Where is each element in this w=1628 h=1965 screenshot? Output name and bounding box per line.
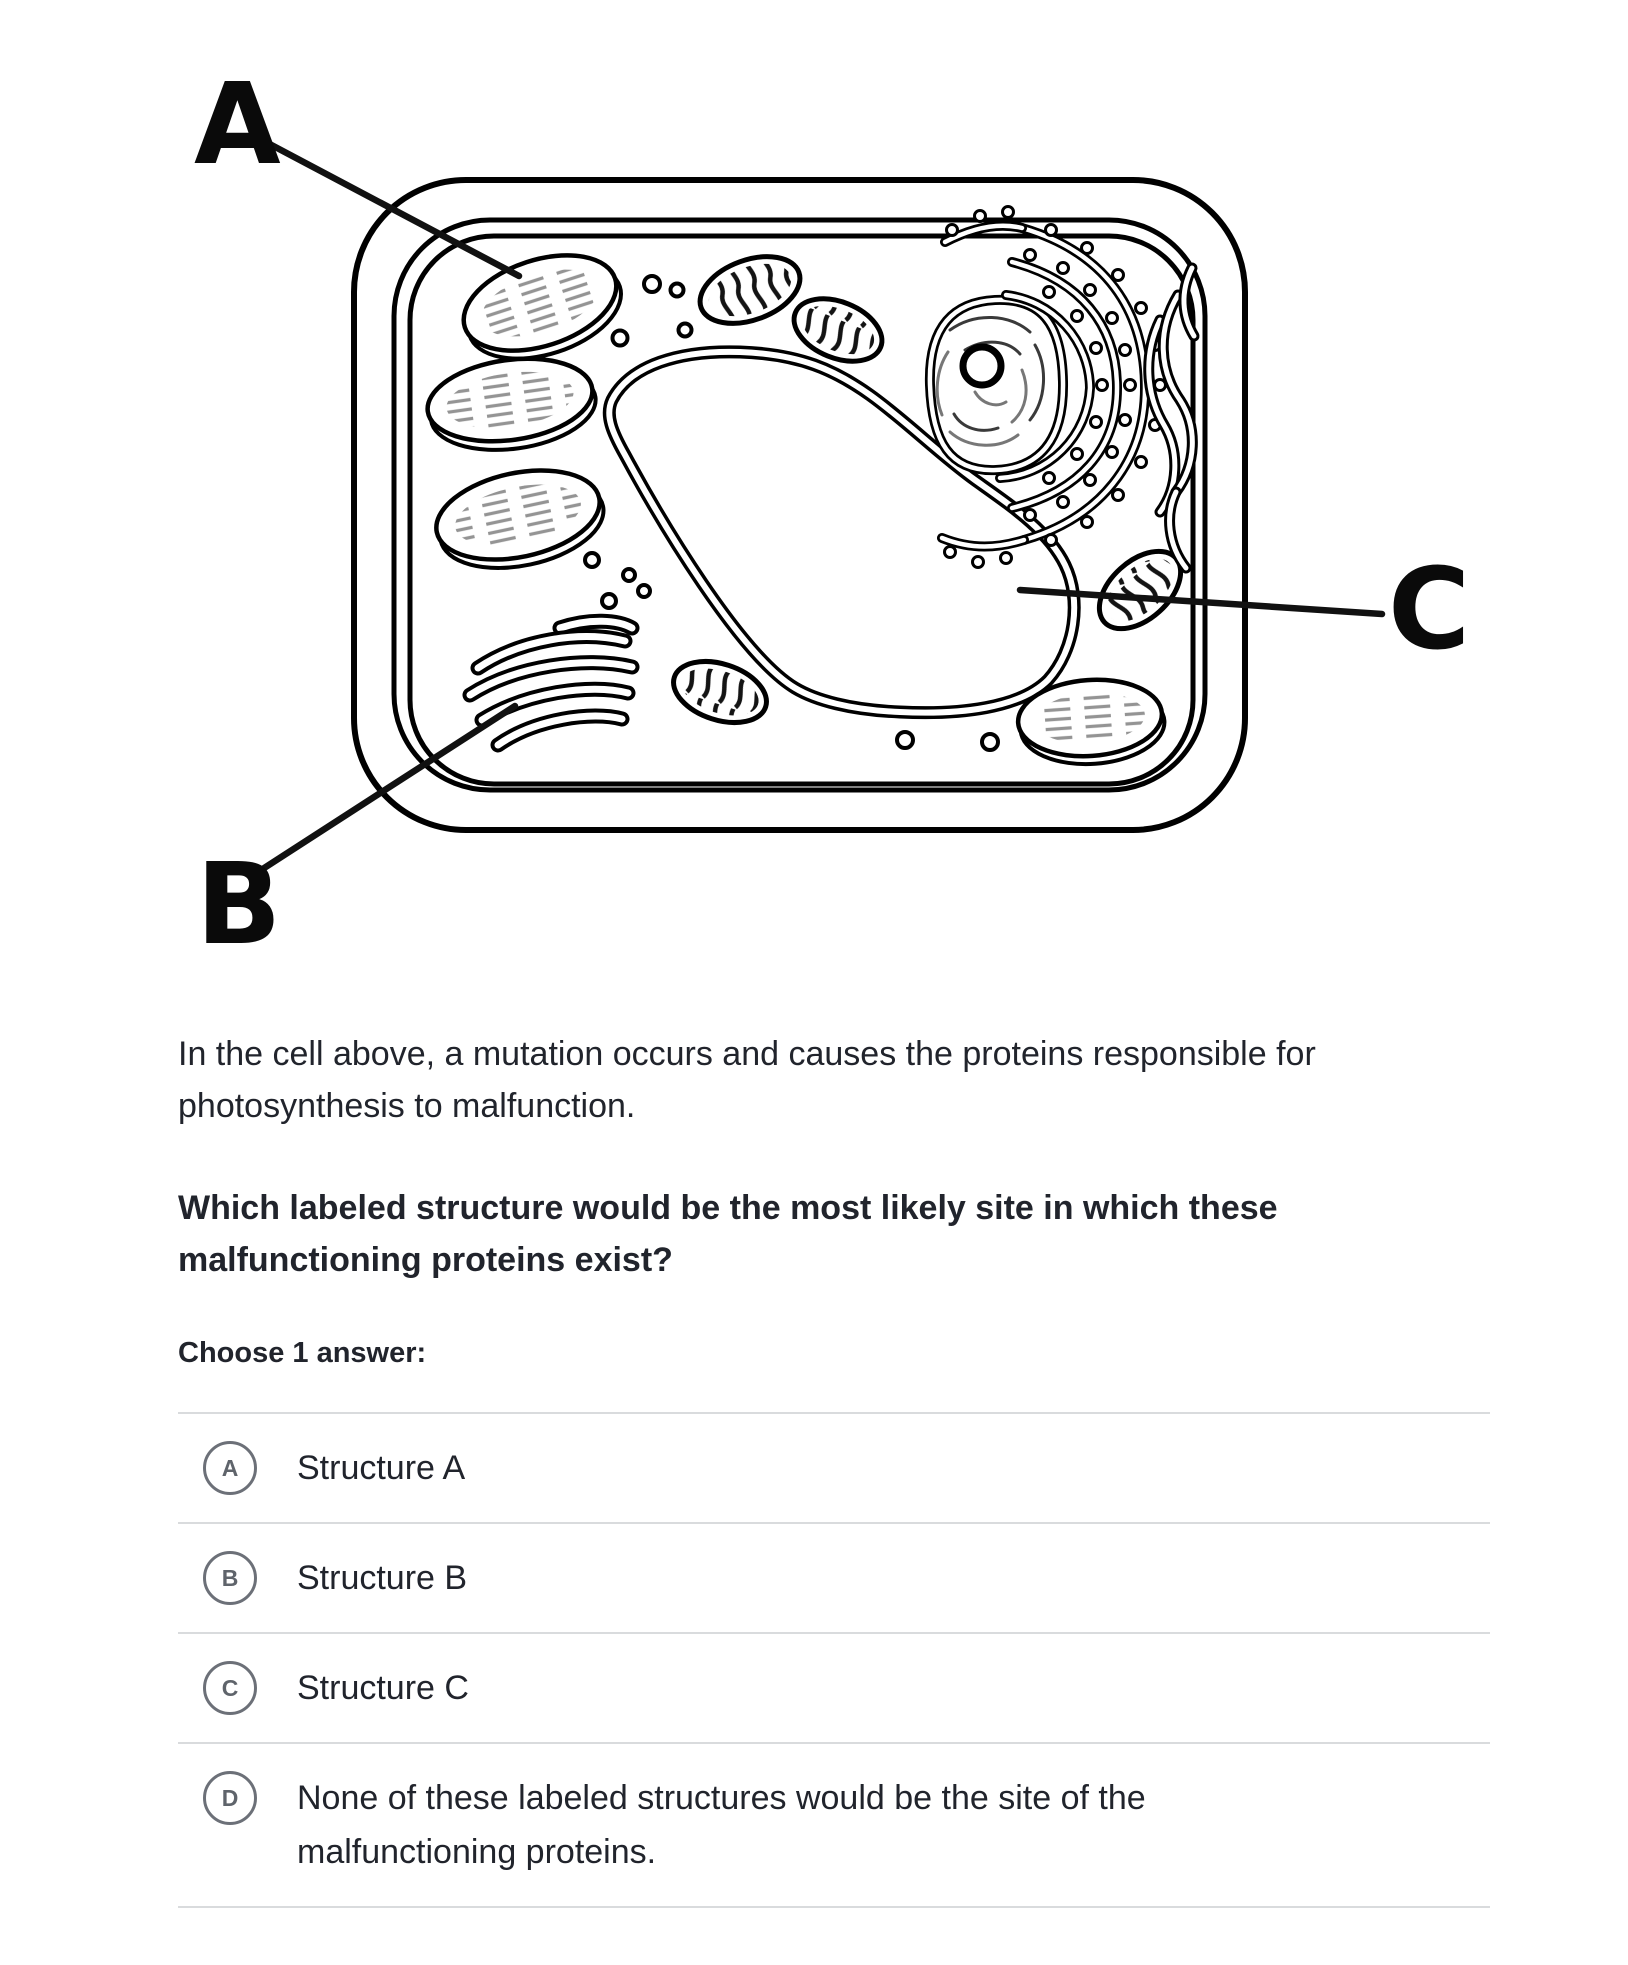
choice-c-label — [297, 1661, 469, 1715]
question-prompt-line: malfunctioning proteins exist? — [178, 1241, 673, 1279]
choice-a-label — [297, 1441, 465, 1495]
choice-c-line: Structure C — [297, 1669, 469, 1707]
choice-structure-c[interactable] — [178, 1632, 1490, 1742]
choice-c-radio[interactable] — [203, 1661, 257, 1715]
question-intro — [178, 1028, 1490, 1132]
question-prompt-line: Which labeled structure would be the most likely site in which these — [178, 1189, 1278, 1227]
choice-d-line: None of these labeled structures would be the site of the — [297, 1779, 1146, 1817]
nucleus-icon — [930, 300, 1063, 470]
nucleolus-icon — [963, 347, 1001, 385]
choice-structure-a[interactable] — [178, 1412, 1490, 1522]
choose-answer-label: Choose 1 answer: — [178, 1337, 427, 1369]
answer-choices — [178, 1412, 1490, 1908]
choice-a-letter: A — [221, 1454, 239, 1481]
choice-c-letter: C — [221, 1674, 239, 1701]
choice-d-letter: D — [221, 1784, 239, 1811]
choice-b-letter: B — [221, 1564, 239, 1591]
figure-label-a: A — [194, 60, 279, 190]
question-panel — [178, 1028, 1490, 1908]
question-intro-line: photosynthesis to malfunction. — [178, 1087, 636, 1125]
figure-label-b: B — [196, 840, 280, 970]
choice-none[interactable] — [178, 1742, 1490, 1906]
choice-b-line: Structure B — [297, 1559, 468, 1597]
choice-structure-b[interactable] — [178, 1522, 1490, 1632]
choice-a-line: Structure A — [297, 1449, 466, 1487]
question-intro-line: In the cell above, a mutation occurs and causes the proteins responsible for — [178, 1035, 1316, 1073]
choice-d-label — [297, 1771, 1146, 1879]
choice-d-line: malfunctioning proteins. — [297, 1833, 657, 1871]
question-prompt — [178, 1182, 1490, 1286]
choice-b-label — [297, 1551, 467, 1605]
choice-b-radio[interactable] — [203, 1551, 257, 1605]
choice-d-radio[interactable] — [203, 1771, 257, 1825]
choice-a-radio[interactable] — [203, 1441, 257, 1495]
figure-label-c: C — [1388, 545, 1469, 675]
